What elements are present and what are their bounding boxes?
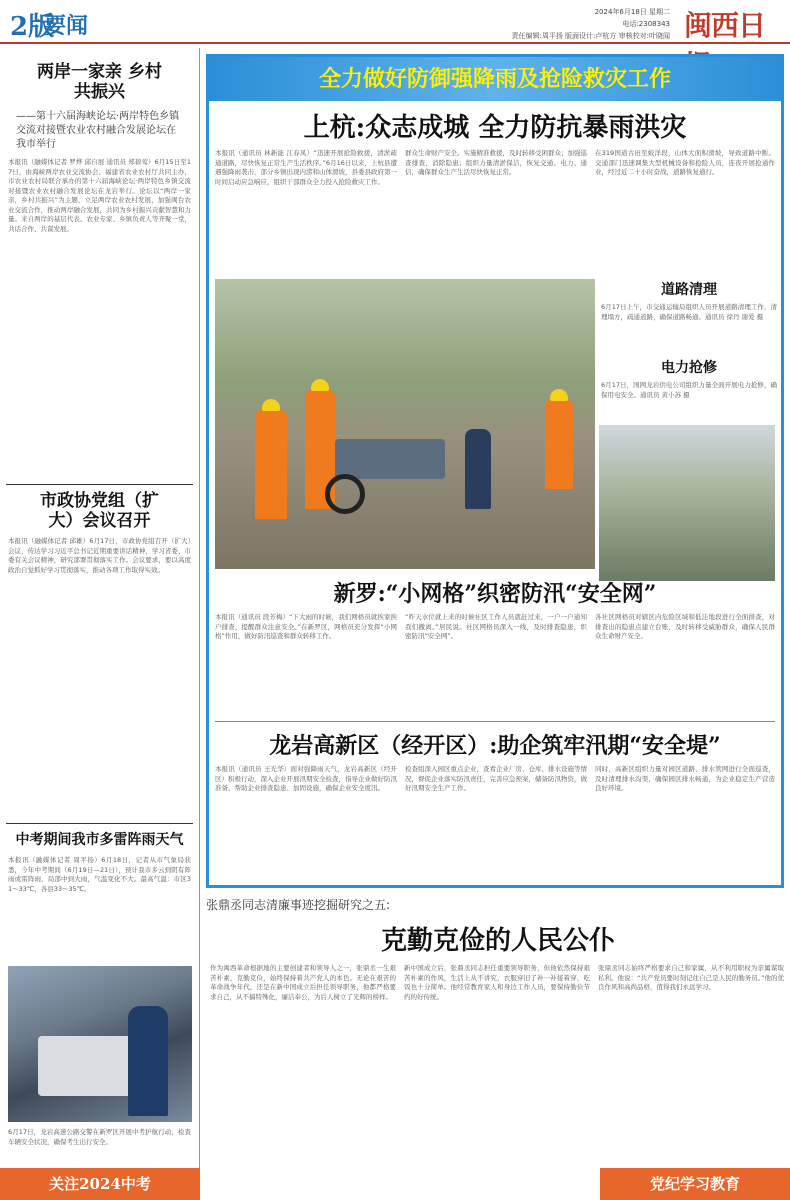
flood-special-box <box>206 54 784 888</box>
article1-title: 两岸一家亲 乡村共振兴 <box>37 62 162 102</box>
phone-line: 电话:2308343 <box>622 20 670 28</box>
helmet-shape <box>262 399 280 411</box>
worker-figure <box>545 399 573 489</box>
wheel-shape <box>325 474 365 514</box>
divider <box>6 484 193 485</box>
article3-body: 本报讯（融媒体记者 周平扬）6月18日，记者从市气象局获悉，今年中考期间（6月19日—21日），预计我市多云到阴有阵雨或雷阵雨，局部中到大雨，气温变化不大。最高气温：市区31～33℃，各县33～35℃。 <box>8 856 191 893</box>
xinluo-col2: “昨天水位就上来的时候社区工作人员就赶过来，一户一户通知我们撤离。”居民说。社区网格员深入一线，及时排查隐患，织密防汛“安全网”。 <box>405 613 587 640</box>
article1-subtitle: ——第十六届海峡论坛·两岸特色乡镇交流对接暨农业农村融合发展论坛在我市举行 <box>16 111 180 150</box>
main-area <box>206 48 790 1200</box>
shanghang-col1: 本报讯（通讯员 林新能 江春凤）“迅速开展抢险救援，清淤疏通道路，尽快恢复正常生产生活秩序。”6月16日以来，上杭县遭遇强降雨袭击，部分乡镇出现内涝和山体滑坡，县委县政府第一时间启动应急响应，组织干部群众全力投入抢险救灾工作。 <box>215 149 397 186</box>
divider <box>215 721 775 722</box>
lower-article <box>206 894 790 1200</box>
section-name: 要闻 <box>44 13 89 39</box>
shanghang-col2: 群众生命财产安全。实施精准救援，及时转移受困群众；加强巡查排查，消除隐患；组织力量清淤保洁，恢复交通、电力、通信，确保群众生产生活尽快恢复正常。 <box>405 149 587 176</box>
photo-caption: 6月17日，龙岩高速公路交警在新罗区开展中考护航行动，检查车辆安全状况，确保考生出行安全。 <box>8 1128 191 1146</box>
shanghang-col3: 在319国道古田至蛟洋段，山体大面积滑坡，导致道路中断。交通部门迅速调集大型机械设备和抢险人员，连夜开展抢通作业，经过近二十小时奋战，道路恢复通行。 <box>595 149 775 176</box>
article3-title: 中考期间我市多雷阵雨天气 <box>15 832 184 848</box>
cart-shape <box>335 439 445 479</box>
newspaper-logo: 闽西日 <box>684 9 766 42</box>
xinluo-title: 新罗:“小网格”织密防汛“安全网” <box>333 581 657 607</box>
cleanup-photo <box>215 279 595 569</box>
shanghang-title: 上杭:众志成城 全力防抗暴雨洪灾 <box>303 113 687 143</box>
article1-body: 本报讯（融媒体记者 罗烨 邱自展 通讯员 郑碧莺）6月15日至17日，由海峡两岸农业交流协会、福建省农业农村厅共同主办，市农业农村局联合承办的第十六届海峡论坛·两岸特色乡镇交流对接暨农业农村融合发展论坛在龙岩举行。论坛以“两岸一家亲，乡村共振兴”为主题，立足两岸农业农村发展，加强闽台农业交流合作，推动两岸融合发展，共同为乡村振兴贡献智慧和力量。来自两岸的基层代表、农业专家、乡镇负责人等齐聚一堂，共话合作、共谋发展。 <box>8 158 191 233</box>
masthead-meta <box>430 6 670 42</box>
helmet-shape <box>311 379 329 391</box>
lower-col1: 作为闽西革命根据地的主要创建者和领导人之一，张鼎丞一生艰苦朴素，克勤克俭，始终保持着共产党人的本色。无论在艰苦的革命战争年代，还是在新中国成立后担任领导职务，他都严格要求自己，从不搞特殊化，廉洁奉公，为后人树立了光辉的榜样。 <box>210 964 396 1001</box>
party-education-banner: 党纪学习教育 <box>600 1168 790 1200</box>
article2-body: 本报讯（融媒体记者 邱雄）6月17日，市政协党组召开（扩大）会议，传达学习习近平总书记近期重要讲话精神，学习省委、市委有关会议精神，研究部署贯彻落实工作。会议要求，要以高度政治自觉抓好学习贯彻落实，推动各项工作取得实效。 <box>8 537 191 574</box>
date-line: 2024年6月18日 星期二 <box>594 8 670 16</box>
police-figure <box>128 1006 168 1116</box>
special-banner: 全力做好防御强降雨及抢险救灾工作 <box>209 57 781 101</box>
editors-line: 责任编辑:周平扬 版面设计:卢杭方 审核校对:叶晓闻 <box>511 32 670 40</box>
gaoxin-col1: 本报讯（通讯员 王光华）面对强降雨天气，龙岩高新区（经开区）积极行动，深入企业开展汛期安全检查，指导企业做好防汛准备，帮助企业排查隐患、加固设施，确保企业安全度汛。 <box>215 765 397 792</box>
zhongkao-banner: 关注2024中考 <box>0 1168 200 1200</box>
lower-kicker: 张鼎丞同志清廉事迹挖掘研究之五: <box>206 898 391 912</box>
power-repair-text: 6月17日，国网龙岩供电公司组织力量全面开展电力抢修，确保用电安全。通讯员 黄小苏 摄 <box>601 381 777 399</box>
worker-figure <box>465 429 491 509</box>
helmet-shape <box>550 389 568 401</box>
xinluo-col1: 本报讯（通讯员 段芳梅）“下大雨的时候，我们网格员就挨家挨户排查，提醒群众注意安全。”在新罗区，网格员充分发挥“小网格”作用，做好防汛巡查和群众转移工作。 <box>215 613 397 640</box>
lower-col2: 新中国成立后，张鼎丞同志担任重要领导职务，但他依然保持艰苦朴素的作风，生活上从不讲究，衣服穿旧了补一补接着穿，吃饭也十分简单。他经常教育家人和身边工作人员，要保持勤俭节约的好传统。 <box>404 964 590 1001</box>
power-repair-photo <box>599 425 775 581</box>
power-repair-title: 电力抢修 <box>661 360 717 376</box>
lower-col3: 张鼎丞同志始终严格要求自己和家属，从不利用职权为亲属谋取私利。他说：“共产党员要时刻记住自己是人民的勤务员。”他的优良作风和高尚品格，值得我们永远学习。 <box>598 964 784 991</box>
article2-title: 市政协党组（扩大）会议召开 <box>40 491 159 531</box>
gaoxin-col3: 同时，高新区组织力量对园区道路、排水管网进行全面巡查，及时清理排水沟渠，确保园区排水畅通，为企业稳定生产营造良好环境。 <box>595 765 775 792</box>
page-number: 2版 <box>10 12 55 42</box>
exam-escort-photo <box>8 966 192 1122</box>
masthead <box>0 0 790 44</box>
road-clearing-text: 6月17日上午，市交通运输局组织人员开展道路清理工作，清理塌方，疏通道路，确保道路畅通。通讯员 徐丹 谢爱 摄 <box>601 303 777 321</box>
left-column <box>0 48 200 1200</box>
lower-title: 克勤克俭的人民公仆 <box>380 926 615 956</box>
road-clearing-title: 道路清理 <box>661 282 717 298</box>
gaoxin-title: 龙岩高新区（经开区）:助企筑牢汛期“安全堤” <box>269 733 721 759</box>
divider <box>6 823 193 824</box>
xinluo-col3: 各社区网格员对辖区内危险区域和低洼地段进行全面排查，对排查出的隐患点建立台账，及时转移受威胁群众，确保人民群众生命财产安全。 <box>595 613 775 640</box>
gaoxin-col2: 检查组深入园区重点企业，查看企业厂房、仓库、排水设施等情况，督促企业落实防汛责任，完善应急预案，储备防汛物资，做好汛期安全生产工作。 <box>405 765 587 792</box>
worker-figure <box>255 409 287 519</box>
